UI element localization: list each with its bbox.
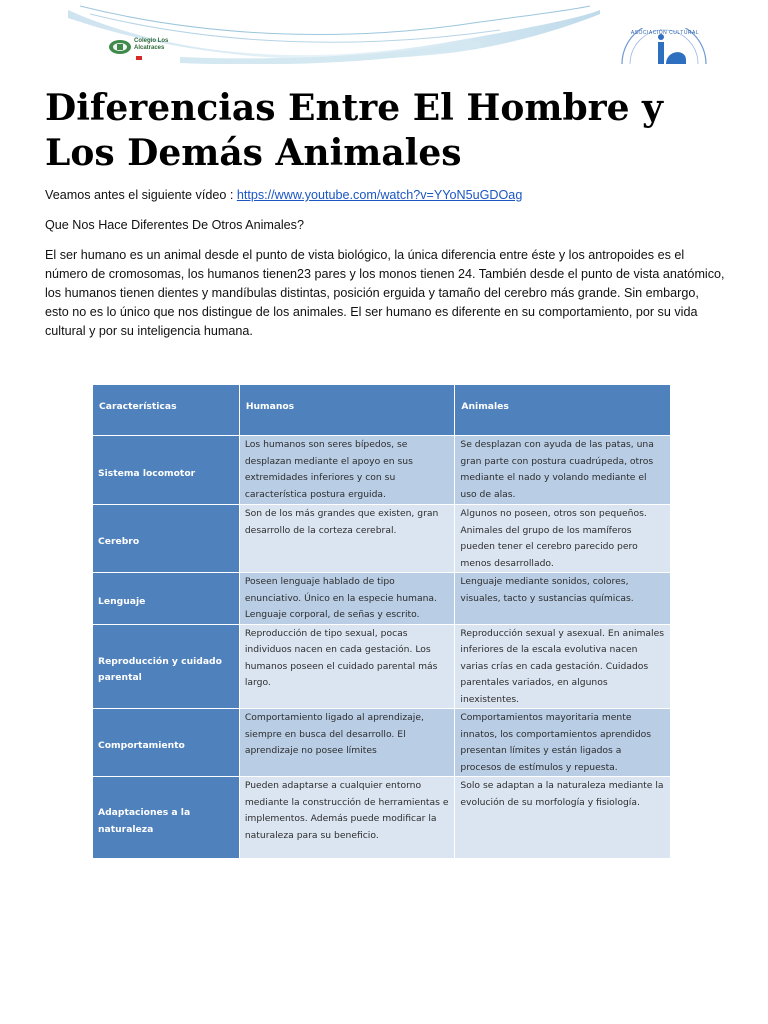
page-header-banner [60, 0, 720, 64]
header-humans: Humanos [239, 385, 455, 436]
header-animals: Animales [455, 385, 671, 436]
table-row [93, 436, 671, 505]
row-animals-cell: Se desplazan con ayuda de las patas, una gran parte con postura cuadrúpeda, otros mediante el nado y volando mediante el uso de alas. [455, 436, 671, 505]
header-characteristics: Características [93, 385, 240, 436]
table-row [93, 709, 671, 777]
table-row [93, 573, 671, 625]
row-humans-cell: Reproducción de tipo sexual, pocas individuos nacen en cada gestación. Los humanos poseen el cuidado parental más largo. [239, 624, 455, 709]
table-row [93, 624, 671, 709]
row-humans-cell: Comportamiento ligado al aprendizaje, siempre en busca del desarrollo. El aprendizaje no posee límites [239, 709, 455, 777]
question-text: Que Nos Hace Diferentes De Otros Animales? [45, 218, 304, 232]
row-humans-cell: Pueden adaptarse a cualquier entorno mediante la construcción de herramientas e implementos. Además puede modificar la naturaleza para su beneficio. [239, 777, 455, 859]
seal-text: ASOCIACIÓN CULTURAL [630, 30, 700, 36]
row-feature: Cerebro [93, 505, 240, 573]
row-animals-cell: Lenguaje mediante sonidos, colores, visuales, tacto y sustancias químicas. [455, 573, 671, 625]
school-crest-icon [108, 38, 132, 56]
red-mark-icon [136, 56, 142, 62]
intro-paragraph [45, 186, 725, 205]
row-animals-cell: Solo se adaptan a la naturaleza mediante la evolución de su morfología y fisiología. [455, 777, 671, 859]
table-row [93, 777, 671, 859]
row-feature: Sistema locomotor [93, 436, 240, 505]
school-logo [108, 34, 198, 60]
table-header-row [93, 385, 671, 436]
comparison-table [92, 384, 671, 859]
row-animals-cell: Comportamientos mayoritaria mente innatos, los comportamientos aprendidos presentan límites y están ligados a procesos de estímulos y repuesta. [455, 709, 671, 777]
intro-text: Veamos antes el siguiente vídeo : [45, 188, 237, 202]
row-feature: Adaptaciones a la naturaleza [93, 777, 240, 859]
page-title: Diferencias Entre El Hombre y Los Demás Animales [45, 87, 663, 174]
row-humans-cell: Los humanos son seres bípedos, se desplazan mediante el apoyo en sus extremidades inferiores y con su característica postura erguida. [239, 436, 455, 505]
row-feature: Comportamiento [93, 709, 240, 777]
association-seal-logo [614, 28, 714, 64]
row-humans-cell: Poseen lenguaje hablado de tipo enunciativo. Único en la especie humana. Lenguaje corporal, de señas y escrito. [239, 573, 455, 625]
row-feature: Lenguaje [93, 573, 240, 625]
row-animals-cell: Reproducción sexual y asexual. En animales inferiores de la escala evolutiva nacen varias crías en cada gestación. Cuidados parentales variados, en algunos inexistentes. [455, 624, 671, 709]
youtube-link[interactable]: https://www.youtube.com/watch?v=YYoN5uGDOag [236, 188, 523, 202]
row-animals-cell: Algunos no poseen, otros son pequeños. Animales del grupo de los mamíferos pueden tener el cerebro parecido pero menos desarrollado. [455, 505, 671, 573]
table-row [93, 505, 671, 573]
school-logo-text: Colegio Los Alcatraces [134, 38, 169, 51]
row-humans-cell: Son de los más grandes que existen, gran desarrollo de la corteza cerebral. [239, 505, 455, 573]
body-paragraph: El ser humano es un animal desde el punto de vista biológico, la única diferencia entre éste y los antropoides es el número de cromosomas, los humanos tienen23 pares y los monos tienen 24. También desde el punto de vista anatómico, los humanos tienen dientes y mandíbulas distintas, posición erguida y tamaño del cerebro más grande. Sin embargo, esto no es lo único que nos distingue de los animales. El ser humano es diferente en su comportamiento, por su vida cultural y por su inteligencia humana. [45, 248, 725, 338]
row-feature: Reproducción y cuidado parental [93, 624, 240, 709]
